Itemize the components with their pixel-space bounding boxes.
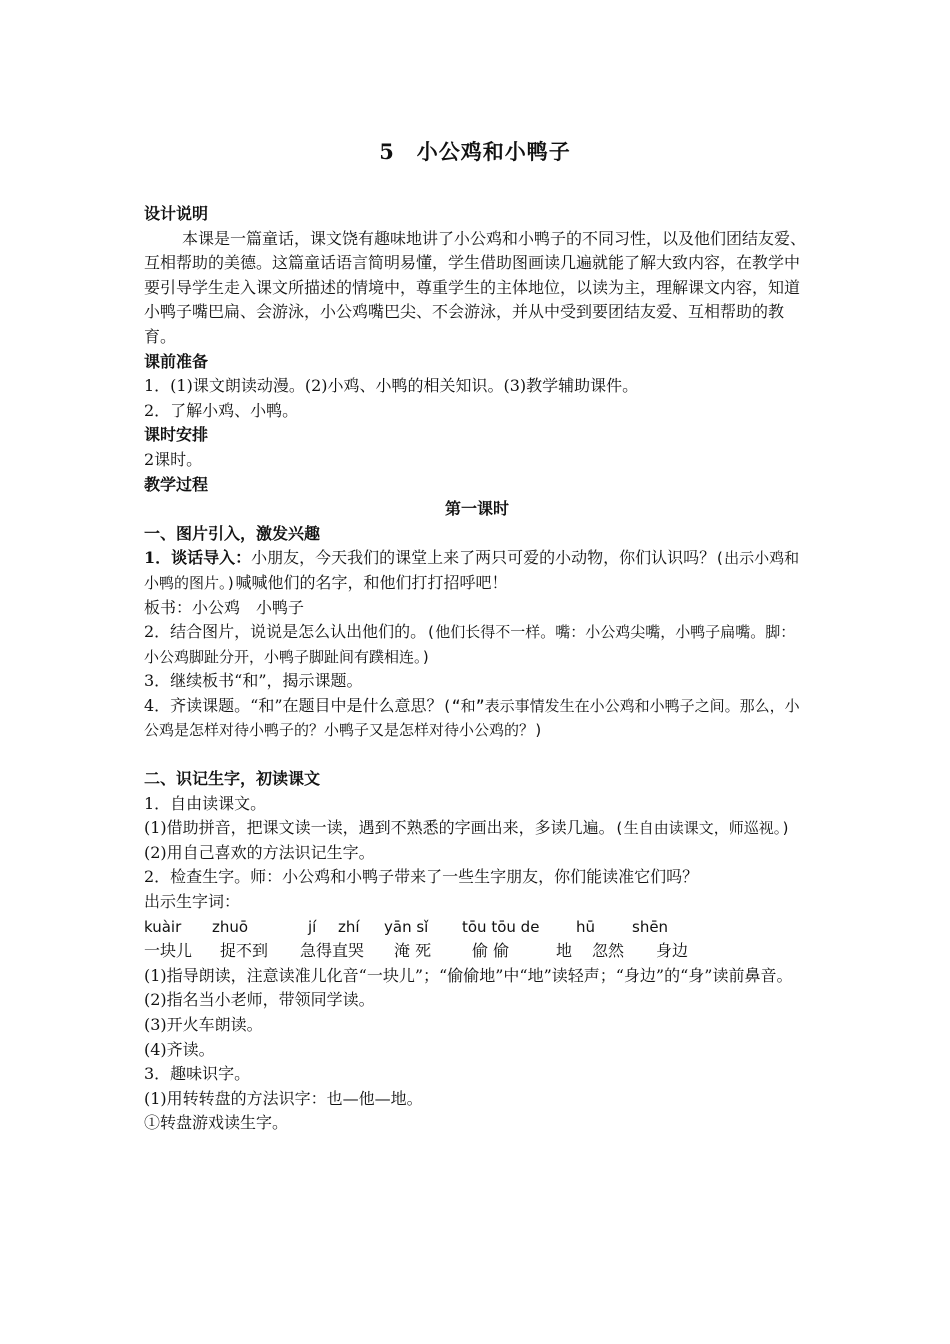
vocab-word: 淹 死 xyxy=(394,941,432,961)
pinyin: kuàir xyxy=(144,917,182,936)
item-note: (生自由读课文，师巡视。) xyxy=(614,819,791,838)
vocab-word: 一块儿 xyxy=(144,941,193,961)
part2-line: ①转盘游戏读生字。 xyxy=(144,1113,289,1133)
pinyin: tōu tōu de xyxy=(462,917,540,936)
item-label: 1．谈话导入： xyxy=(144,548,252,568)
part2-line: (2)用自己喜欢的方法识记生字。 xyxy=(144,842,375,862)
item-note: (“和”表示事情发生在小公鸡和小鸭子之间。那么，小公鸡是怎样对待小鸭子的？小鸭子又是怎样对待小公鸡的？) xyxy=(144,696,800,740)
pinyin: jí xyxy=(308,917,317,936)
part1-item-2 xyxy=(144,620,810,669)
pinyin: hū xyxy=(576,917,596,936)
part2-line: 2．检查生字。师：小公鸡和小鸭子带来了一些生字朋友，你们能读准它们吗？ xyxy=(144,867,699,887)
part2-line: 1．自由读课文。 xyxy=(144,793,267,813)
pinyin: shēn xyxy=(632,917,669,936)
item-note: (他们长得不一样。嘴：小公鸡尖嘴，小鸭子扁嘴。脚：小公鸡脚趾分开，小鸭子脚趾间有蹼相连。) xyxy=(144,623,796,666)
section-heading-process: 教学过程 xyxy=(144,474,209,494)
vocab-word: 身边 xyxy=(656,941,689,961)
item-note: (出示小鸡和小鸭的图片。) xyxy=(144,549,800,592)
design-paragraph: 本课是一篇童话，课文饶有趣味地讲了小公鸡和小鸭子的不同习性，以及他们团结友爱、互相帮助的美德。这篇童话语言简明易懂，学生借助图画读几遍就能了解大致内容，在教学中要引导学生走入课文所描述的情境中，尊重学生的主体地位，以读为主，理解课文内容，知道小鸭子嘴巴扁、会游泳，小公鸡嘴巴尖、不会游泳，并从中受到要团结友爱、互相帮助的教育。 xyxy=(144,228,807,346)
part1-item-4 xyxy=(144,694,810,743)
vocab-row xyxy=(144,939,810,964)
schedule-text: 2课时。 xyxy=(144,449,203,469)
pinyin-row xyxy=(144,915,810,940)
part2-line: 出示生字词： xyxy=(144,892,241,912)
pinyin: zhuō xyxy=(212,917,249,936)
prep-item-2: 2．了解小鸡、小鸭。 xyxy=(144,400,299,420)
vocab-word: 地 xyxy=(556,941,573,961)
item-text: 小朋友，今天我们的课堂上来了两只可爱的小动物，你们认识吗？ xyxy=(251,548,716,568)
page-title: 5 小公鸡和小鸭子 xyxy=(379,139,571,164)
vocab-word: 捉不到 xyxy=(220,941,269,961)
part2-line: 3．趣味识字。 xyxy=(144,1064,251,1084)
prep-item-1: 1．(1)课文朗读动漫。(2)小鸡、小鸭的相关知识。(3)教学辅助课件。 xyxy=(144,376,639,396)
item-text: 2．结合图片，说说是怎么认出他们的。 xyxy=(144,622,427,642)
part2-heading: 二、识记生字，初读课文 xyxy=(144,769,321,789)
vocab-word: 急得直哭 xyxy=(300,941,365,961)
lesson-title: 第一课时 xyxy=(444,499,509,519)
part1-heading: 一、图片引入，激发兴趣 xyxy=(144,523,321,543)
pinyin: yān sǐ xyxy=(384,917,429,936)
board-writing: 板书：小公鸡 小鸭子 xyxy=(144,597,305,617)
vocab-word: 忽然 xyxy=(592,941,625,961)
item-text: 4．齐读课题。“和”在题目中是什么意思？ xyxy=(144,695,443,715)
part1-item-3: 3．继续板书“和”，揭示课题。 xyxy=(144,671,363,691)
item-text: (1)借助拼音，把课文读一读，遇到不熟悉的字画出来，多读几遍。 xyxy=(144,818,615,838)
spacer xyxy=(144,743,810,767)
part2-line: (2)指名当小老师，带领同学读。 xyxy=(144,990,375,1010)
section-heading-design: 设计说明 xyxy=(144,204,209,223)
part2-line: (4)齐读。 xyxy=(144,1039,215,1059)
part2-line xyxy=(144,816,810,841)
document-body xyxy=(144,202,810,1136)
section-heading-prep: 课前准备 xyxy=(144,351,209,371)
part2-line: (1)指导朗读，注意读准儿化音“一块儿”；“偷偷地”中“地”读轻声；“身边”的“身”读前鼻音。 xyxy=(144,965,793,985)
part2-line: (1)用转转盘的方法识字：也—他—地。 xyxy=(144,1088,423,1108)
item-text: 喊喊他们的名字，和他们打打招呼吧！ xyxy=(235,572,508,592)
part2-line: (3)开火车朗读。 xyxy=(144,1015,263,1034)
part1-item-1 xyxy=(144,546,810,595)
pinyin: zhí xyxy=(338,917,360,936)
vocab-word: 偷 偷 xyxy=(472,941,510,961)
section-heading-schedule: 课时安排 xyxy=(144,425,209,445)
